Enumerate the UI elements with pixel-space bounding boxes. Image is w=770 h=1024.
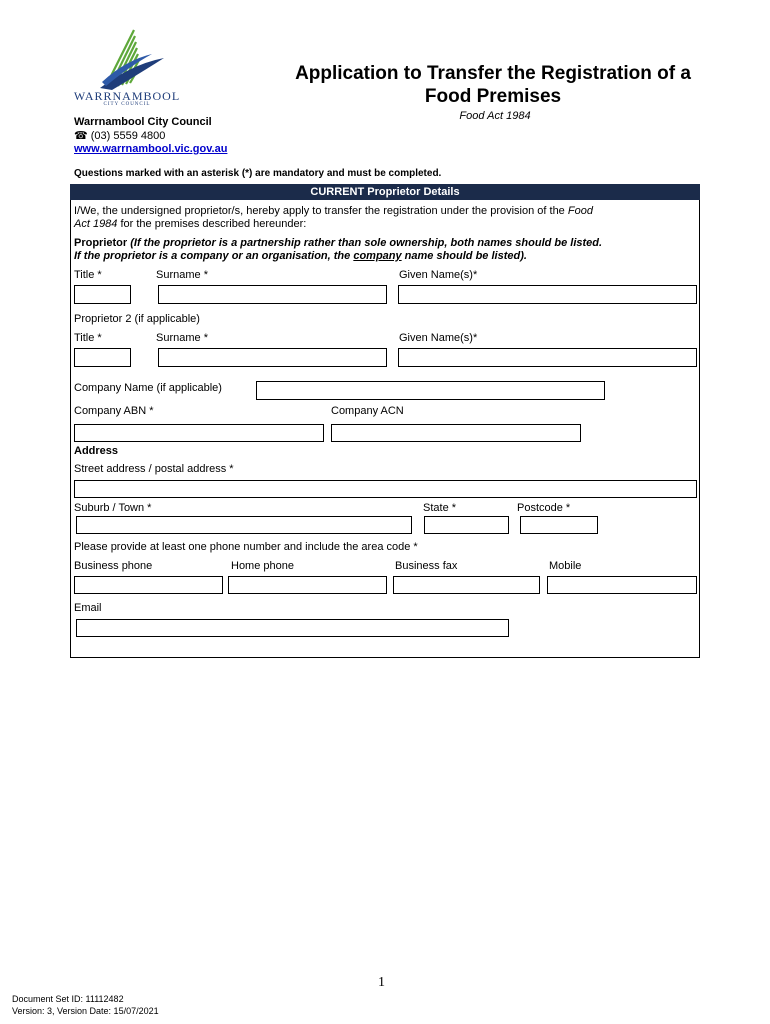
- version-info: Version: 3, Version Date: 15/07/2021: [12, 1006, 159, 1016]
- postcode-label: Postcode *: [517, 502, 571, 514]
- company-acn-label: Company ACN: [331, 405, 404, 417]
- given-name-input[interactable]: [398, 285, 697, 304]
- mobile-input[interactable]: [547, 576, 697, 594]
- intro-text-part: I/We, the undersigned proprietor/s, hereby apply to transfer the registration under the provision of the: [74, 205, 568, 217]
- surname-2-input[interactable]: [158, 348, 387, 367]
- state-input[interactable]: [424, 516, 509, 534]
- email-input[interactable]: [76, 619, 509, 637]
- proprietor-note-1: (If the proprietor is a partnership rather than sole ownership, both names should be listed.: [130, 237, 603, 249]
- company-abn-label: Company ABN *: [74, 405, 154, 417]
- surname-input[interactable]: [158, 285, 387, 304]
- given-name-2-label: Given Name(s)*: [399, 332, 478, 344]
- street-address-label: Street address / postal address *: [74, 463, 234, 475]
- intro-food-italic: Food: [567, 205, 593, 217]
- business-phone-label: Business phone: [74, 560, 153, 572]
- council-website-link[interactable]: www.warrnambool.vic.gov.au: [74, 143, 228, 155]
- page-number: 1: [378, 975, 385, 990]
- postcode-input[interactable]: [520, 516, 598, 534]
- email-label: Email: [74, 602, 102, 614]
- page-title: [258, 62, 728, 108]
- logo-wordmark: WARRNAMBOOL: [73, 89, 181, 103]
- phone-number: (03) 5559 4800: [90, 130, 166, 142]
- subtitle: Food Act 1984: [459, 110, 531, 122]
- business-fax-input[interactable]: [393, 576, 540, 594]
- title-label: Title *: [74, 269, 102, 281]
- title-input[interactable]: [74, 285, 131, 304]
- mobile-label: Mobile: [549, 560, 582, 572]
- section-header: CURRENT Proprietor Details: [70, 184, 700, 200]
- mandatory-note: Questions marked with an asterisk (*) are mandatory and must be completed.: [74, 168, 442, 179]
- logo-subtext: CITY COUNCIL: [103, 102, 151, 107]
- given-name-label: Given Name(s)*: [399, 269, 478, 281]
- proprietor-note-2c: name should be listed).: [401, 250, 527, 262]
- proprietor-label: Proprietor: [74, 237, 131, 249]
- company-name-input[interactable]: [256, 381, 605, 400]
- document-set-id: Document Set ID: 11112482: [12, 994, 124, 1004]
- street-address-input[interactable]: [74, 480, 697, 498]
- surname-2-label: Surname *: [156, 332, 208, 344]
- proprietor-2-label: Proprietor 2 (if applicable): [74, 313, 200, 325]
- surname-label: Surname *: [156, 269, 208, 281]
- phone-note: Please provide at least one phone number and include the area code *: [74, 541, 418, 553]
- business-phone-input[interactable]: [74, 576, 223, 594]
- title-line-2: Food Premises: [424, 86, 562, 107]
- home-phone-label: Home phone: [231, 560, 294, 572]
- intro-text-part: for the premises described hereunder:: [117, 218, 307, 230]
- intro-text: [74, 205, 699, 231]
- suburb-label: Suburb / Town *: [74, 502, 152, 514]
- company-acn-input[interactable]: [331, 424, 581, 442]
- company-abn-input[interactable]: [74, 424, 324, 442]
- suburb-input[interactable]: [76, 516, 412, 534]
- title-line-1: Application to Transfer the Registration of a: [295, 63, 691, 84]
- proprietor-instructions: [74, 237, 704, 263]
- council-name: Warrnambool City Council: [74, 116, 212, 128]
- state-label: State *: [423, 502, 457, 514]
- proprietor-note-2a: If the proprietor is a company or an organisation, the: [74, 250, 354, 262]
- business-fax-label: Business fax: [395, 560, 458, 572]
- home-phone-input[interactable]: [228, 576, 387, 594]
- title-2-input[interactable]: [74, 348, 131, 367]
- proprietor-note-company: company: [353, 250, 402, 262]
- title-2-label: Title *: [74, 332, 102, 344]
- address-heading: Address: [74, 445, 119, 457]
- given-name-2-input[interactable]: [398, 348, 697, 367]
- company-name-label: Company Name (if applicable): [74, 382, 222, 394]
- council-phone: [74, 129, 165, 142]
- phone-icon: ☎: [74, 130, 88, 142]
- intro-act-italic: Act 1984: [74, 218, 118, 230]
